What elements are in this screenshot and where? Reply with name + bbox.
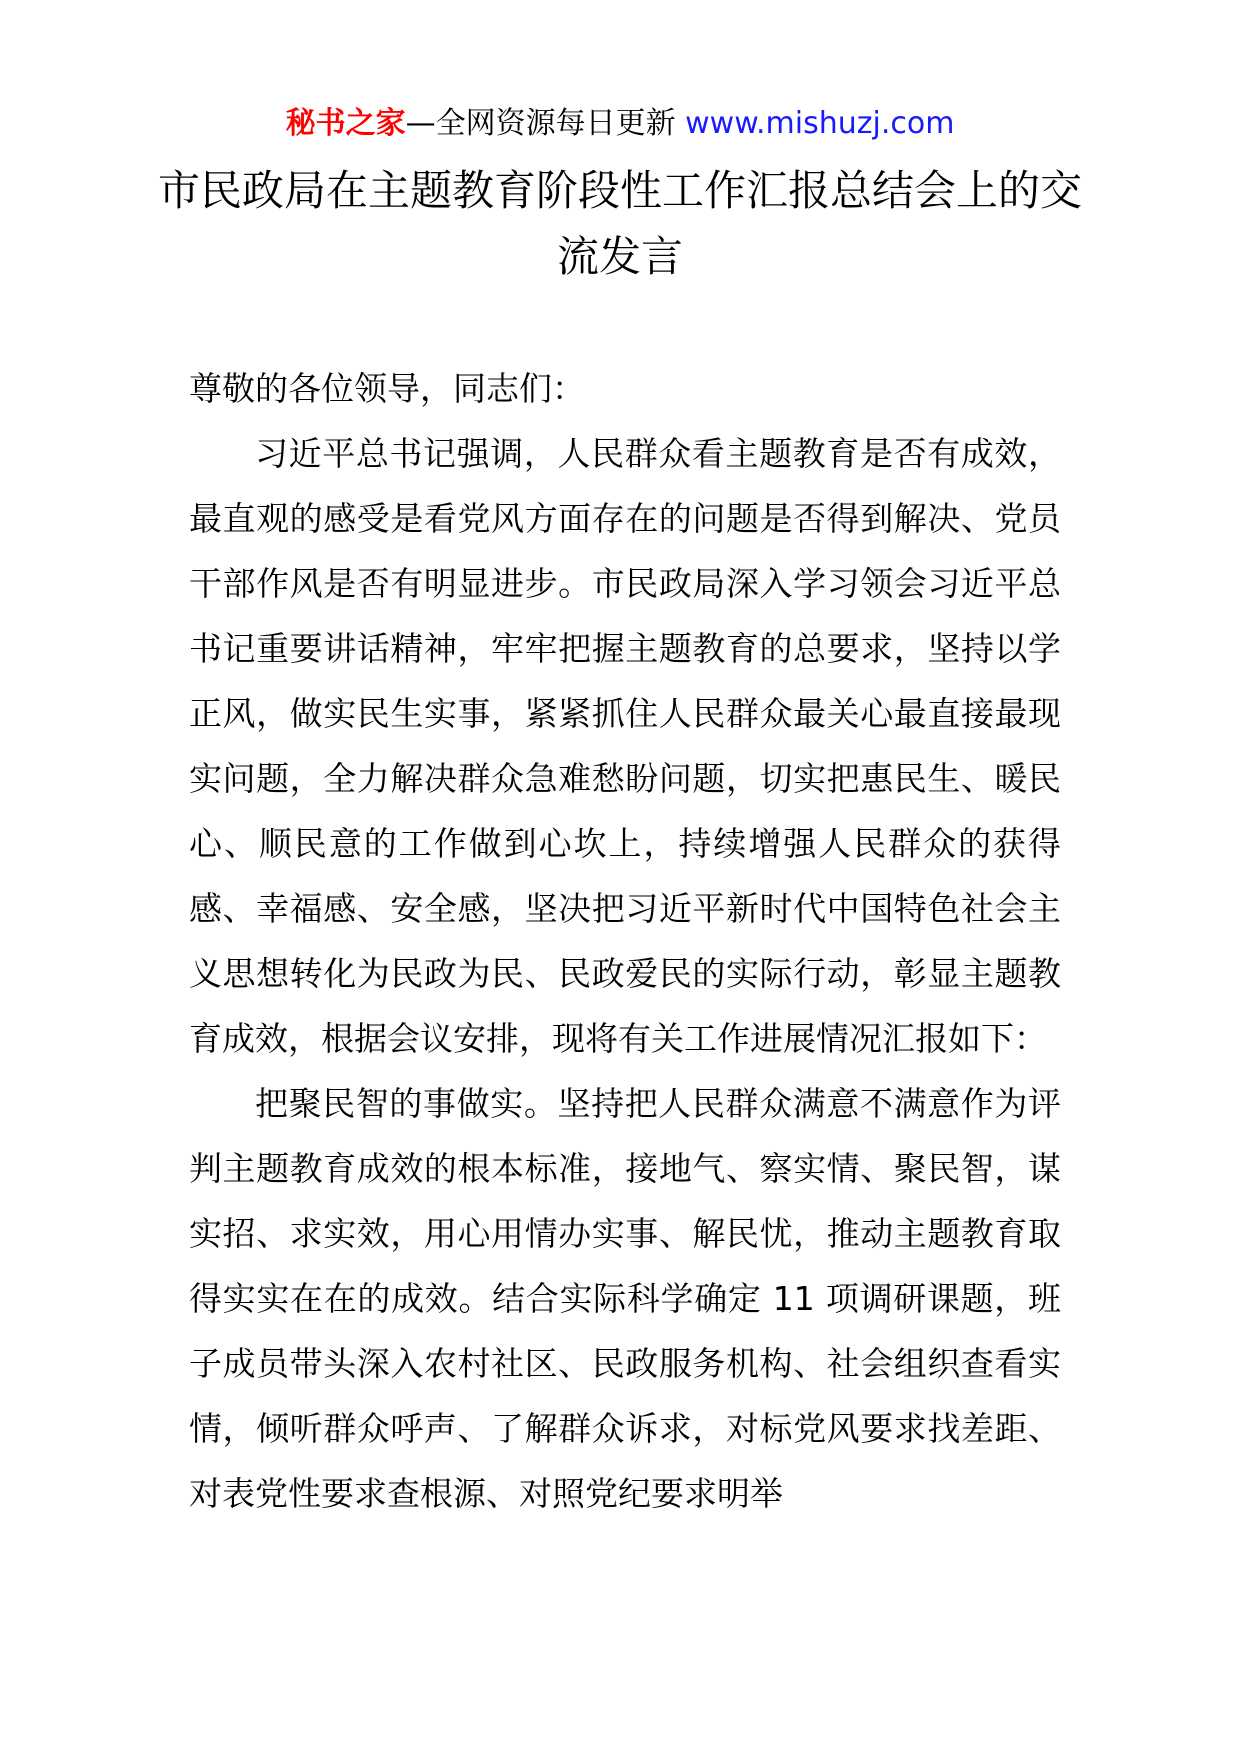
document-body [189,356,1061,1526]
document-title: 市民政局在主题教育阶段性工作汇报总结会上的交流发言 [157,166,1082,281]
header-tagline: 全网资源每日更新 [435,106,686,141]
salutation: 尊敬的各位领导，同志们： [189,369,585,408]
header-dash: — [405,106,436,141]
paragraph-1: 习近平总书记强调，人民群众看主题教育是否有成效，最直观的感受是看党风方面存在的问题是否得到解决、党员干部作风是否有明显进步。市民政局深入学习领会习近平总书记重要讲话精神，牢牢把握主题教育的总要求，坚持以学正风，做实民生实事，紧紧抓住人民群众最关心最直接最现实问题，全力解决群众急难愁盼问题，切实把惠民生、暖民心、顺民意的工作做到心坎上，持续增强人民群众的获得感、幸福感、安全感，坚决把习近平新时代中国特色社会主义思想转化为民政为民、民政爱民的实际行动，彰显主题教育成效，根据会议安排，现将有关工作进展情况汇报如下： [189,434,1061,1058]
brand-name: 秘书之家 [285,106,406,141]
paragraph-2: 把聚民智的事做实。坚持把人民群众满意不满意作为评判主题教育成效的根本标准，接地气、察实情、聚民智，谋实招、求实效，用心用情办实事、解民忧，推动主题教育取得实实在在的成效。结合实际科学确定 11 项调研课题，班子成员带头深入农村社区、民政服务机构、社会组织查看实情，倾听群众呼声、了解群众诉求，对标党风要求找差距、对表党性要求查根源、对照党纪要求明举 [189,1084,1061,1513]
site-header [0,100,1240,148]
site-url-link[interactable]: www.mishuzj.com [685,106,955,141]
